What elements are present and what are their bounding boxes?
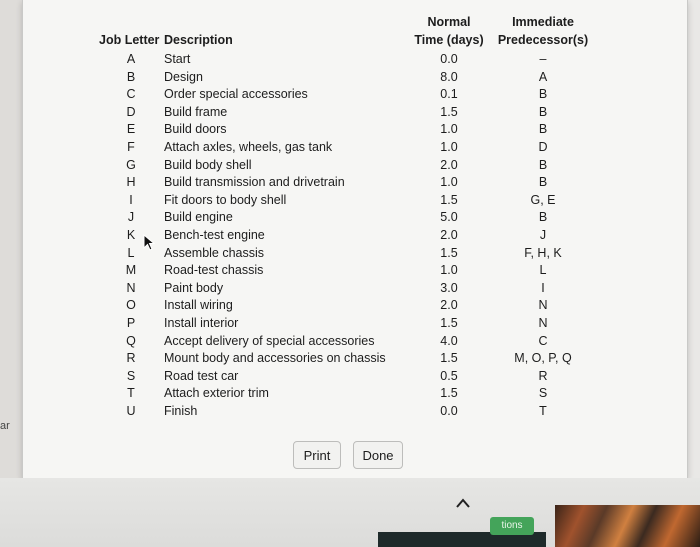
table-row [23,316,687,334]
time-cell: 1.5 [440,351,458,366]
job-letter-cell: I [129,192,133,207]
header-pred-line1: Immediate [512,15,574,29]
table-row [23,404,687,422]
table-row [23,175,687,193]
job-letter-cell: F [127,140,135,154]
predecessor-cell: F, H, K [524,245,562,260]
table-row [23,105,687,123]
side-button[interactable]: tions [490,517,534,535]
predecessor-cell: I [541,280,545,295]
predecessor-cell: R [538,368,548,383]
time-cell: 1.5 [440,245,458,260]
print-button[interactable]: Print [293,441,341,469]
table-row [23,351,687,369]
job-letter-cell: H [126,175,136,190]
job-letter-cell: K [126,228,136,242]
predecessor-cell: N [538,316,548,330]
table-row [23,122,687,140]
description-cell: Assemble chassis [164,245,265,260]
job-letter-cell: N [126,280,136,295]
predecessor-cell: B [538,210,548,225]
job-letter-cell: D [126,104,136,119]
description-cell: Fit doors to body shell [164,192,287,207]
table-row [23,369,687,387]
predecessor-cell: C [538,333,548,348]
job-letter-cell: Q [126,333,136,348]
time-cell: 0.5 [440,368,458,383]
description-cell: Build doors [164,122,227,137]
done-button[interactable]: Done [353,441,403,469]
job-letter-cell: G [126,157,136,172]
table-row [23,158,687,176]
header-pred-line2: Predecessor(s) [497,33,589,47]
time-cell: 1.5 [440,104,458,119]
predecessor-cell: A [538,69,548,84]
time-cell: 2.0 [440,298,458,313]
time-cell: 1.0 [440,263,458,278]
header-time-line2: Time (days) [414,33,484,47]
time-cell: 2.0 [440,157,458,172]
description-cell: Install wiring [164,298,233,313]
predecessor-cell: S [538,386,548,401]
time-cell: 1.5 [440,316,458,330]
table-row [23,298,687,316]
job-letter-cell: A [126,52,136,66]
table-row [23,52,687,70]
time-cell: 1.0 [440,122,458,137]
description-cell: Attach exterior trim [164,386,269,401]
table-row [23,281,687,299]
description-cell: Finish [164,404,198,418]
predecessor-cell: B [538,104,548,119]
time-cell: 4.0 [440,333,458,348]
job-letter-cell: L [127,245,135,260]
time-cell: 0.0 [440,404,458,418]
edge-text: ar [0,420,10,432]
table-row [23,193,687,211]
table-row [23,140,687,158]
table-row [23,386,687,404]
predecessor-cell: D [538,140,548,154]
time-cell: 5.0 [440,210,458,225]
predecessor-cell: T [539,404,547,418]
description-cell: Road test car [164,368,239,383]
description-cell: Build frame [164,104,228,119]
description-cell: Paint body [164,280,224,295]
description-cell: Build engine [164,210,233,225]
job-letter-cell: C [126,87,136,102]
table-row [23,228,687,246]
predecessor-cell: G, E [530,192,556,207]
predecessor-cell: B [538,175,548,190]
predecessor-cell: – [539,52,547,66]
header-job-letter: Job Letter [99,33,160,47]
predecessor-cell: M, O, P, Q [514,351,572,366]
table-row [23,263,687,281]
job-letter-cell: P [126,316,136,330]
predecessor-cell: B [538,122,548,137]
description-cell: Build transmission and drivetrain [164,175,345,190]
mouse-pointer-icon [143,234,157,252]
background-left [0,0,22,547]
description-cell: Install interior [164,316,239,330]
predecessor-cell: N [538,298,548,313]
predecessor-cell: J [539,228,547,242]
predecessor-cell: B [538,87,548,102]
time-cell: 1.5 [440,192,458,207]
predecessor-cell: L [539,263,547,278]
description-cell: Build body shell [164,157,252,172]
description-cell: Road-test chassis [164,263,264,278]
description-cell: Attach axles, wheels, gas tank [164,140,333,154]
job-letter-cell: R [126,351,136,366]
job-letter-cell: T [127,386,135,401]
description-cell: Mount body and accessories on chassis [164,351,386,366]
table-row [23,70,687,88]
time-cell: 1.5 [440,386,458,401]
job-letter-cell: S [126,368,136,383]
time-cell: 3.0 [440,280,458,295]
job-table-dialog [22,0,688,479]
job-letter-cell: E [126,122,136,137]
table-row [23,246,687,264]
time-cell: 0.1 [440,87,458,102]
job-letter-cell: B [126,69,136,84]
table-row [23,334,687,352]
time-cell: 2.0 [440,228,458,242]
description-cell: Design [164,69,203,84]
chevron-up-icon[interactable] [455,497,471,509]
time-cell: 1.0 [440,175,458,190]
description-cell: Bench-test engine [164,228,265,242]
table-row [23,210,687,228]
description-cell: Accept delivery of special accessories [164,333,375,348]
background-photo [555,505,700,547]
time-cell: 1.0 [440,140,458,154]
job-letter-cell: M [125,263,137,278]
header-description: Description [164,33,233,47]
job-letter-cell: O [126,298,136,313]
predecessor-cell: B [538,157,548,172]
time-cell: 0.0 [440,52,458,66]
table-row [23,87,687,105]
job-letter-cell: U [126,404,136,418]
description-cell: Start [164,52,191,66]
job-letter-cell: J [127,210,135,225]
time-cell: 8.0 [440,69,458,84]
header-time-line1: Normal [427,15,471,29]
description-cell: Order special accessories [164,87,308,102]
